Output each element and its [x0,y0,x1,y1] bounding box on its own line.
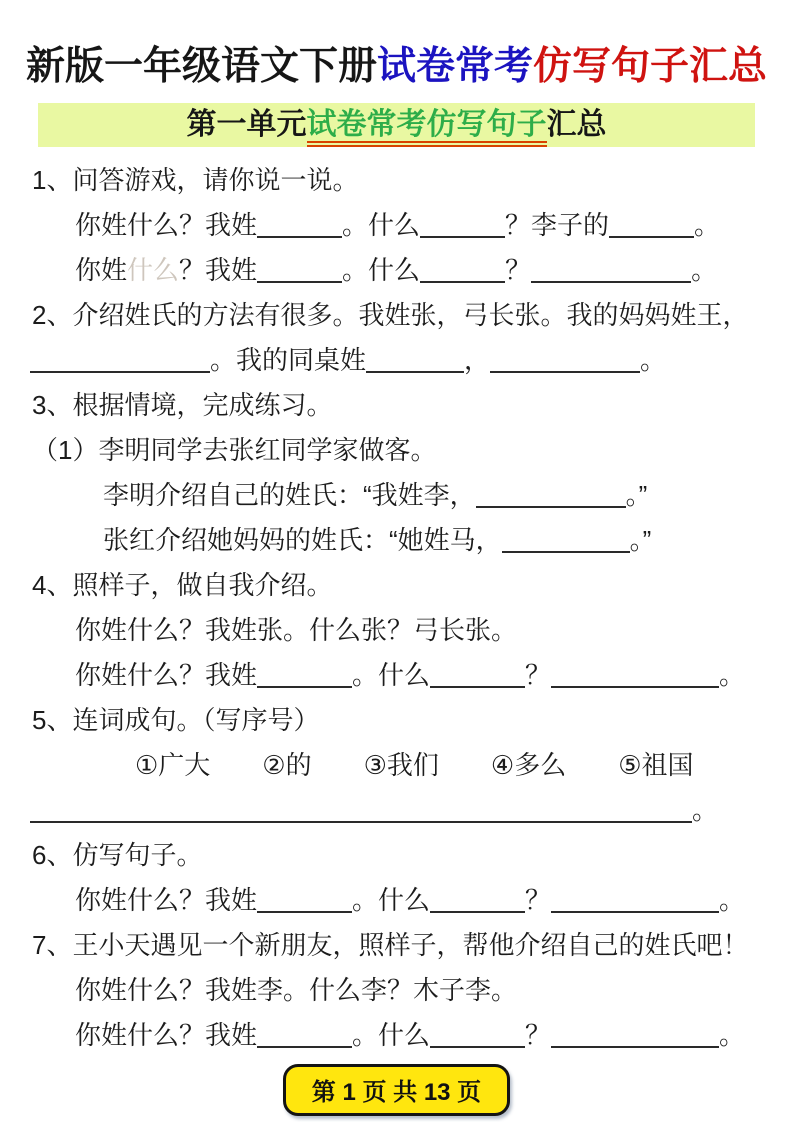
text-segment: 。” [625,480,648,510]
exercise-line-content [32,300,748,330]
blank-fill-field [551,665,719,688]
blank-fill-field [257,665,352,688]
exercise-line-content [75,1020,745,1050]
exercise-line [0,335,793,380]
text-segment: 。 [719,885,746,915]
blank-fill-field [430,890,525,913]
text-segment: 。什么 [352,1020,431,1050]
exercise-line-content [103,525,651,555]
text-segment: 你姓什么？我姓李。什么李？木子李。 [75,975,518,1005]
text-segment: ？ [525,1020,552,1050]
blank-fill-field [257,890,352,913]
exercise-line-content [32,840,202,870]
exercise-line [0,920,793,965]
blank-fill-field [551,1025,719,1048]
blank-fill-field [531,260,691,283]
text-segment: 你姓什么？我姓 [75,1020,258,1050]
text-segment: 5、连词成句。（写序号） [32,705,320,735]
text-segment: 。什么 [352,660,431,690]
exercise-line [0,515,793,560]
text-segment: 。 [640,345,667,375]
exercise-line [0,425,793,470]
page-title-blue-segment: 试卷常考 [376,45,533,88]
exercise-line-content [75,210,720,240]
text-segment: 4、照样子，做自我介绍。 [32,570,333,600]
page-title-red-segment: 仿写句子汇总 [533,45,768,88]
blank-fill-field [30,800,692,823]
exercise-line-content [75,660,745,690]
exercise-line [0,155,793,200]
text-segment: ①广大 ②的 ③我们 ④多么 ⑤祖国 [135,750,694,780]
text-segment: 你姓什么？我姓 [75,885,258,915]
blank-fill-field [476,485,626,508]
text-segment: 6、仿写句子。 [32,840,203,870]
exercise-line [0,470,793,515]
text-segment: 3、根据情境，完成练习。 [32,390,333,420]
text-segment: 2、介绍姓氏的方法有很多。我姓张，弓长张。我的妈妈姓王， [32,300,749,330]
exercise-line-content [32,435,436,465]
text-segment: 李明介绍自己的姓氏：“我姓李， [103,480,476,510]
text-segment-faded: 什么 [127,255,180,285]
text-segment: 。什么 [342,210,421,240]
text-segment: 。” [629,525,652,555]
text-segment: ？ [525,660,552,690]
footer [0,1064,793,1116]
blank-fill-field [490,350,640,373]
text-segment: 。什么 [352,885,431,915]
text-segment: ？李子的 [505,210,610,240]
text-segment: 。 [719,660,746,690]
text-segment: ， [464,345,491,375]
text-segment: 你姓 [75,255,128,285]
exercise-line-content [135,750,694,780]
text-segment: ？ [525,885,552,915]
exercise-line-content [32,705,319,735]
blank-fill-field [551,890,719,913]
text-segment: 7、王小天遇见一个新朋友，照样子，帮他介绍自己的姓氏吧！ [32,930,749,960]
exercise-line-content [75,615,517,645]
exercise-line [0,380,793,425]
text-segment: 你姓什么？我姓张。什么张？弓长张。 [75,615,518,645]
blank-fill-field [30,350,210,373]
exercise-line [0,1010,793,1055]
exercise-line [0,740,793,785]
exercise-line [0,650,793,695]
text-segment: 你姓什么？我姓 [75,210,258,240]
exercise-line-content [75,255,717,285]
page-title-black-segment: 新版一年级语文下册 [25,45,377,88]
text-segment: 。 [719,1020,746,1050]
text-segment: 。我的同桌姓 [210,345,367,375]
exercise-line-content [32,930,748,960]
blank-fill-field [366,350,464,373]
exercise-line-content [32,165,358,195]
blank-fill-field [257,260,342,283]
page-title [0,42,793,92]
text-segment: 。 [692,795,719,825]
page-number-badge: 第 1 页 共 13 页 [283,1064,510,1116]
exercise-line-content [75,885,745,915]
text-segment: 。什么 [342,255,421,285]
text-segment: ？ [505,255,532,285]
text-segment: 。 [694,210,721,240]
text-segment: 张红介绍她妈妈的姓氏：“她姓马， [103,525,502,555]
text-segment: ？我姓 [179,255,258,285]
unit-banner-highlight: 试卷常考仿写句子 [307,108,547,147]
blank-fill-field [420,215,505,238]
unit-banner [38,103,755,147]
blank-fill-field [430,1025,525,1048]
blank-fill-field [257,215,342,238]
exercise-line-content [75,975,517,1005]
exercise-line-content [103,480,647,510]
blank-fill-field [430,665,525,688]
exercise-line [0,245,793,290]
text-segment: 。 [691,255,718,285]
exercise-line-content [32,390,332,420]
exercise-line-content [30,795,718,825]
exercise-line [0,965,793,1010]
text-segment: 1、问答游戏，请你说一说。 [32,165,359,195]
blank-fill-field [502,530,630,553]
blank-fill-field [420,260,505,283]
exercise-line-content [30,345,666,375]
blank-fill-field [257,1025,352,1048]
text-segment: （1）李明同学去张红同学家做客。 [32,435,437,465]
exercise-line [0,830,793,875]
unit-banner-prefix: 第一单元 [186,108,307,141]
blank-fill-field [609,215,694,238]
exercise-line [0,290,793,335]
exercise-line [0,875,793,920]
exercise-line [0,605,793,650]
exercise-line [0,695,793,740]
exercise-line-content [32,570,332,600]
exercise-line [0,785,793,830]
unit-banner-suffix: 汇总 [546,108,607,141]
text-segment: 你姓什么？我姓 [75,660,258,690]
exercise-line [0,560,793,605]
exercise-line [0,200,793,245]
exercise-area [0,155,793,1055]
